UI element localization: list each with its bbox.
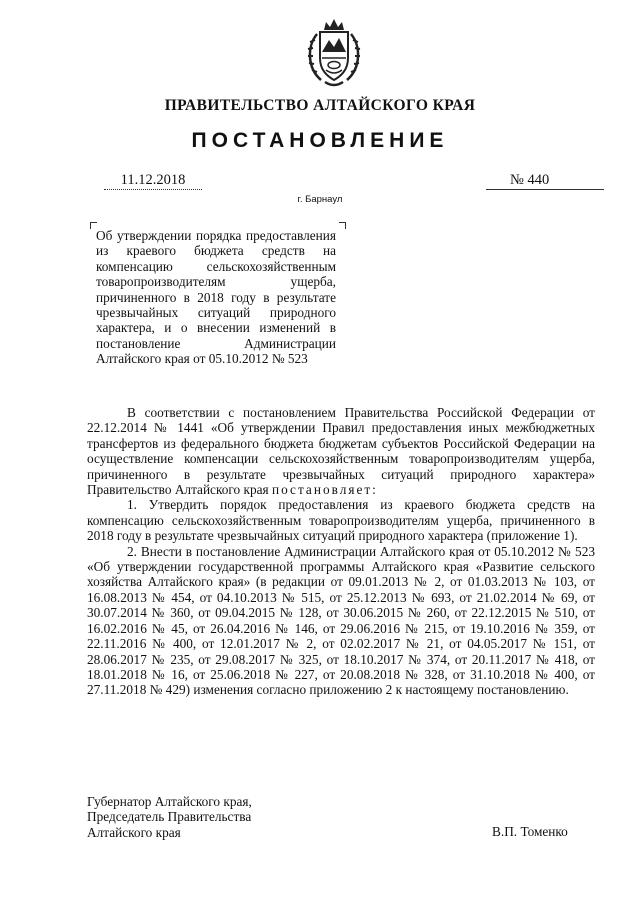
body-intro-paragraph [87, 405, 595, 497]
signatory-name: В.П. Томенко [492, 824, 568, 839]
signatory-title [87, 794, 307, 840]
document-number: № 440 [510, 172, 550, 188]
signatory-title-line-1: Губернатор Алтайского края, [87, 794, 252, 809]
decree-word: постановляет: [271, 482, 378, 498]
date-underline [104, 189, 202, 190]
body-item-1: 1. Утвердить порядок предоставления из краевого бюджета средств на компенсацию сельскохозяйственным товаропроизводителям ущерба, причиненного в 2018 году в результате чрезвычайных ситуаций природного характера (приложение 1). [87, 497, 595, 544]
subject-bracket-right [339, 222, 346, 229]
number-underline [486, 189, 604, 190]
body-intro: В соответствии с постановлением Правительства Российской Федерации от 22.12.2014 № 1441 «Об утверждении Правил предоставления иных межбюджетных трансфертов из федерального бюджета бюджетам субъектов Российской Федерации на осуществление компенсации сельскохозяйственным товаропроизводителям ущерба, причиненного в результате чрезвычайных ситуаций природного характера» Правительство Алтайского края [87, 405, 595, 498]
document-date: 11.12.2018 [120, 172, 186, 188]
coat-of-arms-icon [303, 16, 365, 92]
body-item-2: 2. Внести в постановление Администрации Алтайского края от 05.10.2012 № 523 «Об утверждении государственной программы Алтайского края «Развитие сельского хозяйства Алтайского края» (в редакции от 09.01.2013 № 2, от 01.03.2013 № 103, от 16.08.2013 № 454, от 04.10.2013 № 515, от 25.12.2013 № 693, от 21.02.2014 № 69, от 30.07.2014 № 360, от 09.04.2015 № 128, от 30.06.2015 № 260, от 22.12.2015 № 510, от 16.02.2016 № 45, от 26.04.2016 № 146, от 29.06.2016 № 215, от 19.10.2016 № 359, от 22.11.2016 № 400, от 12.01.2017 № 2, от 02.02.2017 № 21, от 04.05.2017 № 151, от 28.06.2017 № 235, от 29.08.2017 № 325, от 18.10.2017 № 374, от 20.11.2017 № 418, от 18.01.2018 № 16, от 25.06.2018 № 227, от 20.08.2018 № 328, от 31.10.2018 № 400, от 27.11.2018 № 429) изменения согласно приложению 2 к настоящему постановлению. [87, 543, 595, 698]
signatory-title-line-3: Алтайского края [87, 824, 181, 840]
organization-title: ПРАВИТЕЛЬСТВО АЛТАЙСКОГО КРАЯ [164, 97, 476, 114]
city-label: г. Барнаул [297, 194, 343, 205]
document-subject: Об утверждении порядка предоставления из краевого бюджета средств на компенсацию сельскохозяйственным товаропроизводителям ущерба, причиненного в 2018 году в результате чрезвычайных ситуаций природного характера, и о внесении изменений в постановление Администрации Алтайского края от 05.10.2012 № 523 [96, 228, 336, 367]
document-body [87, 405, 595, 698]
document-type-title: ПОСТАНОВЛЕНИЕ [191, 129, 449, 152]
signatory-title-line-2: Председатель Правительства [87, 809, 252, 825]
